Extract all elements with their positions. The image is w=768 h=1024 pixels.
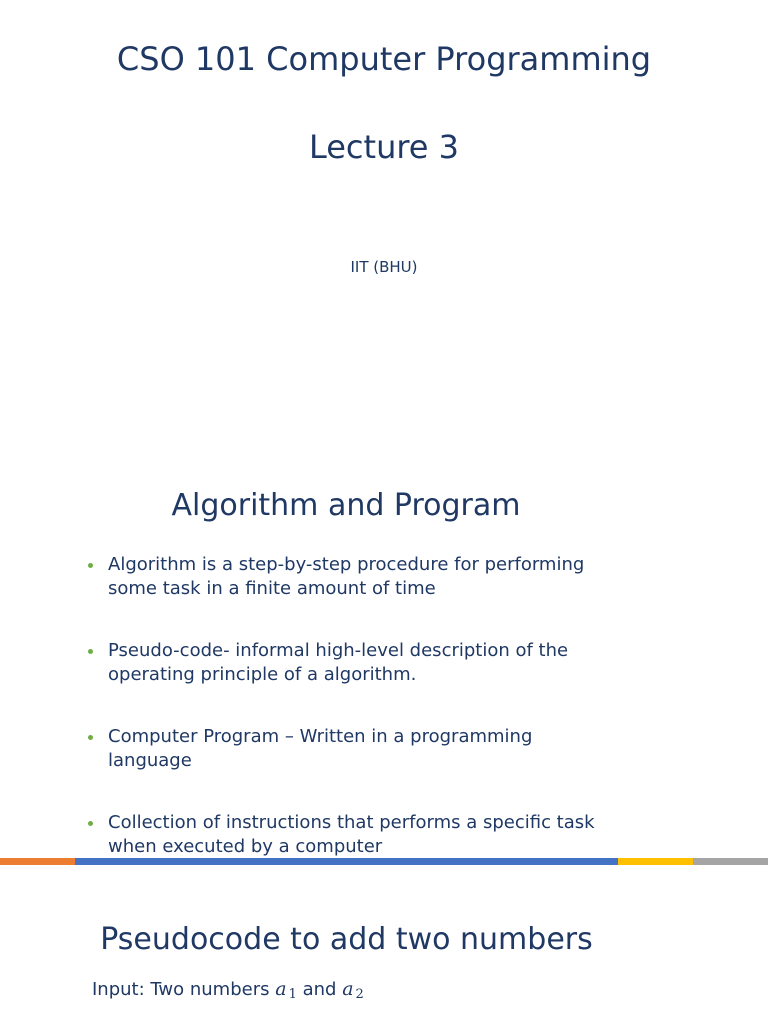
slide-title: Algorithm and Program bbox=[171, 488, 521, 523]
accent-color-bar bbox=[0, 858, 768, 865]
bullet-line: language bbox=[108, 750, 192, 771]
slide-title: Pseudocode to add two numbers bbox=[100, 922, 593, 957]
bullet-dot-icon bbox=[88, 821, 93, 826]
bullet-dot-icon bbox=[88, 649, 93, 654]
bullet-line: Pseudo-code- informal high-level description of the bbox=[108, 640, 569, 661]
conjunction: and bbox=[302, 979, 337, 1000]
course-title: CSO 101 Computer Programming bbox=[116, 40, 652, 78]
input-prefix: Input: Two numbers bbox=[92, 979, 270, 1000]
accent-segment-orange bbox=[0, 858, 75, 865]
bullet-line: Algorithm is a step-by-step procedure for performing bbox=[108, 554, 585, 575]
bullet-line: some task in a finite amount of time bbox=[108, 578, 436, 599]
accent-segment-gray bbox=[693, 858, 768, 865]
math-variable: a bbox=[342, 978, 354, 1000]
accent-segment-yellow bbox=[618, 858, 693, 865]
bullet-item bbox=[88, 725, 648, 773]
bullet-dot-icon bbox=[88, 563, 93, 568]
bullet-line: operating principle of a algorithm. bbox=[108, 664, 417, 685]
institute-name: IIT (BHU) bbox=[350, 258, 418, 276]
bullet-dot-icon bbox=[88, 735, 93, 740]
bullet-list bbox=[88, 553, 648, 859]
bullet-line: Computer Program – Written in a programming bbox=[108, 726, 533, 747]
algorithm-slide bbox=[0, 430, 768, 866]
bullet-item bbox=[88, 553, 648, 601]
lecture-number: Lecture 3 bbox=[308, 128, 460, 166]
bullet-item bbox=[88, 811, 648, 859]
accent-segment-blue bbox=[75, 858, 618, 865]
title-slide bbox=[0, 0, 768, 430]
pseudocode-slide bbox=[0, 866, 768, 1024]
input-line bbox=[92, 978, 364, 1002]
math-subscript: 2 bbox=[355, 987, 364, 1002]
bullet-line: Collection of instructions that performs a specific task bbox=[108, 812, 595, 833]
bullet-item bbox=[88, 639, 648, 687]
math-variable: a bbox=[275, 978, 287, 1000]
math-subscript: 1 bbox=[288, 987, 297, 1002]
bullet-line: when executed by a computer bbox=[108, 836, 383, 857]
